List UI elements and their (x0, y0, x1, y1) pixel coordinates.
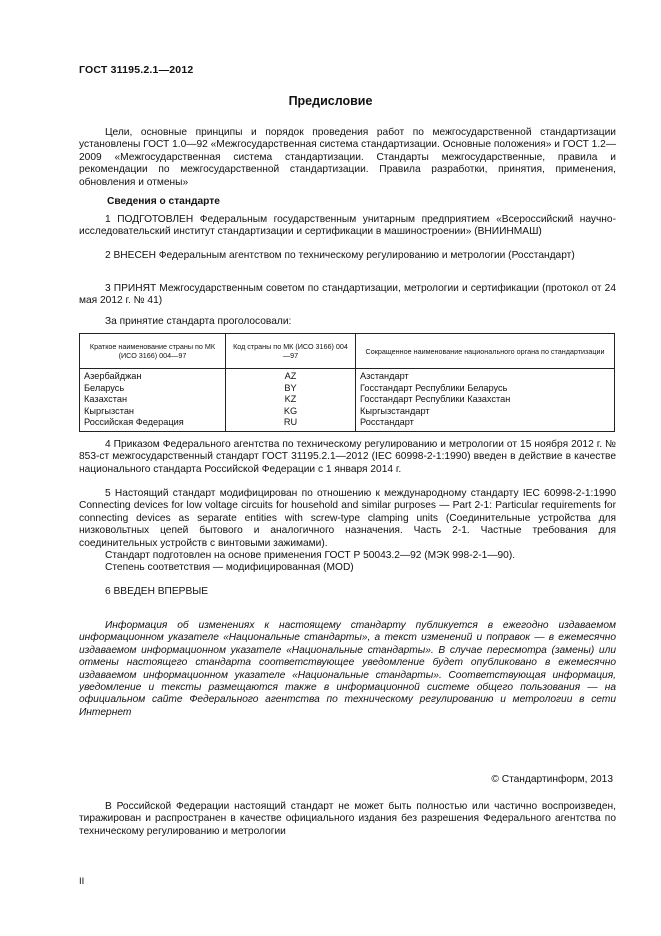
table-header: Краткое наименование страны по МК (ИСО 3166) 004—97 (80, 334, 226, 369)
code-cell: KZ (226, 394, 356, 406)
page-number: II (79, 876, 85, 887)
item-5-text: 5 Настоящий стандарт модифицирован по отношению к международному стандарту IEC 60998-2-1:1990 Connecting devices for low voltage circuits for household and similar purposes — Part 2-1: Particular requirements for connecting devices as separate entities with screw-type clamping units (Соединительные устройства для низковольтных цепей бытового и аналогичного назначения. Часть 2-1. Частные требования для соединительных устройств с винтовыми зажимами). (79, 488, 616, 549)
legal-notice-text: В Российской Федерации настоящий стандарт не может быть полностью или частично воспроизведен, тиражирован и распространен в качестве официального издания без разрешения Федерального агентства по техническому регулированию и метрологии (79, 801, 616, 837)
item-2-text: 2 ВНЕСЕН Федеральным агентством по техническому регулированию и метрологии (Росстандарт) (105, 250, 575, 261)
table-header-row (80, 334, 615, 369)
item-1 (79, 214, 616, 239)
vote-intro-text: За принятие стандарта проголосовали: (105, 316, 292, 327)
country-cell: Беларусь (80, 383, 226, 395)
document-header: ГОСТ 31195.2.1—2012 (79, 64, 194, 76)
page-title: Предисловие (288, 94, 373, 108)
item-6 (79, 586, 616, 598)
vote-intro (79, 316, 616, 328)
legal-notice (79, 801, 616, 838)
intro-paragraph (79, 127, 616, 189)
item-3-text: 3 ПРИНЯТ Межгосударственным советом по стандартизации, метрологии и сертификации (протокол от 24 мая 2012 г. № 41) (79, 283, 616, 307)
body-cell: Госстандарт Республики Казахстан (356, 394, 615, 406)
body-cell: Азстандарт (356, 369, 615, 383)
code-cell: BY (226, 383, 356, 395)
country-cell: Казахстан (80, 394, 226, 406)
table-header: Сокращенное наименование национального органа по стандартизации (356, 334, 615, 369)
item-2 (79, 250, 616, 262)
item-6-text: 6 ВВЕДЕН ВПЕРВЫЕ (105, 586, 209, 597)
table-row (80, 406, 615, 418)
table-row (80, 383, 615, 395)
country-table (79, 333, 615, 432)
code-cell: AZ (226, 369, 356, 383)
item-4 (79, 439, 616, 476)
country-cell: Российская Федерация (80, 417, 226, 431)
table-row (80, 417, 615, 431)
item-1-text: 1 ПОДГОТОВЛЕН Федеральным государственным унитарным предприятием «Всероссийский научно-исследовательский институт стандартизации и сертификации в машиностроении» (ВНИИНМАШ) (79, 214, 616, 238)
body-cell: Росстандарт (356, 417, 615, 431)
table-header: Код страны по МК (ИСО 3166) 004—97 (226, 334, 356, 369)
item-5-basis: Стандарт подготовлен на основе применения ГОСТ Р 50043.2—92 (МЭК 998-2-1—90). (105, 550, 516, 562)
item-3 (79, 283, 616, 308)
copyright: © Стандартинформ, 2013 (491, 774, 613, 785)
info-notice (79, 620, 616, 719)
subheading: Сведения о стандарте (107, 196, 220, 207)
item-5 (79, 488, 616, 575)
table-row (80, 394, 615, 406)
country-cell: Азербайджан (80, 369, 226, 383)
code-cell: KG (226, 406, 356, 418)
body-cell: Кыргызстандарт (356, 406, 615, 418)
item-5-degree: Степень соответствия — модифицированная (MOD) (105, 562, 354, 574)
intro-text: Цели, основные принципы и порядок проведения работ по межгосударственной стандартизации установлены ГОСТ 1.0—92 «Межгосударственная система стандартизации. Основные положения» и ГОСТ 1.2—2009 «Межгосударственная система стандартизации. Стандарты межгосударственные, правила и рекомендации по межгосударственной стандартизации. Правила разработки, принятия, применения, обновления и отмены» (79, 127, 617, 188)
item-4-text: 4 Приказом Федерального агентства по техническому регулированию и метрологии от 15 ноября 2012 г. № 853-ст межгосударственный стандарт ГОСТ 31195.2.1—2012 (IEC 60998-2-1:1990) введен в действие в качестве национального стандарта Российской Федерации с 1 января 2014 г. (79, 439, 616, 475)
code-cell: RU (226, 417, 356, 431)
country-cell: Кыргызстан (80, 406, 226, 418)
table-row (80, 369, 615, 383)
body-cell: Госстандарт Республики Беларусь (356, 383, 615, 395)
info-notice-text: Информация об изменениях к настоящему стандарту публикуется в ежегодно издаваемом информационном указателе «Национальные стандарты», а текст изменений и поправок — в ежемесячно издаваемом информационном указателе «Национальные стандарты». В случае пересмотра (замены) или отмены настоящего стандарта соответствующее уведомление будет опубликовано в ежемесячно издаваемом информационном указателе «Национальные стандарты». Соответствующая информация, уведомление и тексты размещаются также в информационной системе общего пользования — на официальном сайте Федерального агентства по техническому регулированию и метрологии в сети Интернет (79, 620, 616, 718)
